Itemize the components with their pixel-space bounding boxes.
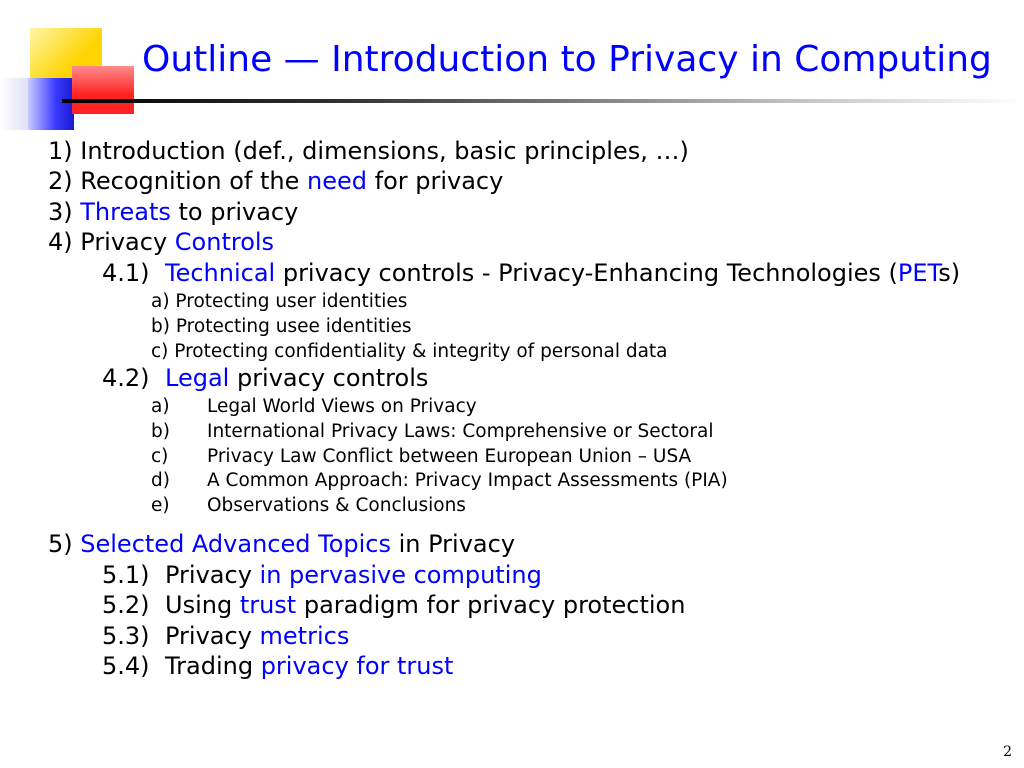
outline-item-1: 1) Introduction (def., dimensions, basic principles, …)	[48, 137, 689, 165]
highlight-privacy-for-trust: privacy for trust	[260, 652, 454, 680]
decorative-logo	[0, 0, 140, 135]
highlight-pet: PET	[897, 259, 939, 287]
outline-item-4-1-c: c) Protecting confidentiality & integrity of personal data	[151, 341, 668, 362]
outline-item-4-2-b: b) International Privacy Laws: Comprehensive or Sectoral	[151, 421, 714, 442]
outline-item-4-2: 4.2) Legal privacy controls	[102, 364, 429, 392]
outline-item-4-1: 4.1) Technical privacy controls - Privacy-Enhancing Technologies (PETs)	[102, 259, 961, 287]
highlight-controls: Controls	[174, 228, 275, 256]
outline-item-5-4: 5.4) Trading privacy for trust	[102, 652, 454, 680]
outline-item-5: 5) Selected Advanced Topics in Privacy	[48, 530, 516, 558]
outline-item-5-2: 5.2) Using trust paradigm for privacy protection	[102, 591, 686, 619]
highlight-trust: trust	[239, 591, 297, 619]
logo-red-square	[72, 66, 134, 114]
highlight-metrics: metrics	[259, 622, 350, 650]
highlight-selected-advanced-topics: Selected Advanced Topics	[80, 530, 391, 558]
outline-item-4-2-d: d) A Common Approach: Privacy Impact Assessments (PIA)	[151, 470, 728, 491]
outline-item-4: 4) Privacy Controls	[48, 228, 275, 256]
outline-item-2: 2) Recognition of the need for privacy	[48, 167, 504, 195]
outline-item-4-2-a: a) Legal World Views on Privacy	[151, 396, 477, 417]
outline-item-5-3: 5.3) Privacy metrics	[102, 622, 350, 650]
page-number: 2	[1003, 744, 1012, 760]
slide-title: Outline — Introduction to Privacy in Computing	[142, 39, 992, 80]
logo-blue-square	[28, 78, 74, 130]
outline-item-4-1-b: b) Protecting usee identities	[151, 316, 412, 337]
highlight-legal: Legal	[165, 364, 230, 392]
outline-item-3: 3) Threats to privacy	[48, 198, 299, 226]
highlight-pervasive-computing: in pervasive computing	[259, 561, 542, 589]
title-divider	[62, 99, 1022, 103]
outline-item-4-2-c: c) Privacy Law Conflict between European Union – USA	[151, 446, 692, 467]
highlight-need: need	[307, 167, 367, 195]
outline-item-5-1: 5.1) Privacy in pervasive computing	[102, 561, 542, 589]
outline-item-4-2-e: e) Observations & Conclusions	[151, 495, 466, 516]
highlight-technical: Technical	[165, 259, 276, 287]
outline-item-4-1-a: a) Protecting user identities	[151, 291, 408, 312]
highlight-threats: Threats	[80, 198, 171, 226]
